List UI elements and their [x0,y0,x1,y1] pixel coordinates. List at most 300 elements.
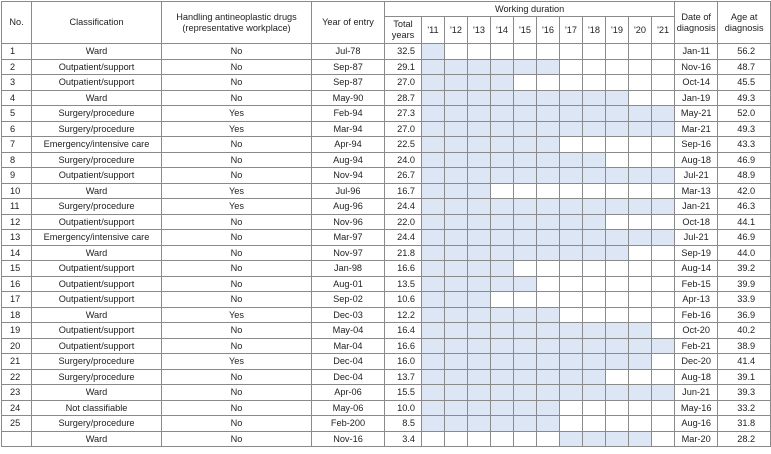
cell-total-years: 24.0 [385,152,422,168]
cell-year-worked [629,323,652,339]
cell-year-worked [445,276,468,292]
cell-year-worked [468,323,491,339]
cell-handling: No [162,416,312,432]
cell-year-worked [537,245,560,261]
cell-year-worked [491,292,514,308]
cell-total-years: 10.6 [385,292,422,308]
cell-year-worked [491,183,514,199]
cell-classification: Ward [32,385,162,401]
cell-year-worked [468,385,491,401]
cell-year-worked [537,183,560,199]
cell-age-at-diagnosis: 28.2 [718,431,771,447]
cell-year-worked [629,199,652,215]
cell-total-years: 3.4 [385,431,422,447]
cell-date-of-diagnosis: Oct-20 [675,323,718,339]
cell-year-worked [491,199,514,215]
cell-year-worked [491,400,514,416]
table-row [2,75,771,91]
cell-year-worked [491,307,514,323]
cell-year-worked [560,152,583,168]
header-date-of-diagnosis [675,2,718,44]
cell-age-at-diagnosis: 33.9 [718,292,771,308]
table-row [2,292,771,308]
header-age-line2: diagnosis [724,22,764,33]
table-row [2,385,771,401]
cell-no: 25 [2,416,32,432]
cell-year-of-entry: Apr-94 [312,137,385,153]
header-year: '13 [468,17,491,44]
cell-year-worked [514,431,537,447]
cell-year-worked [560,137,583,153]
cell-classification: Outpatient/support [32,261,162,277]
cell-year-worked [491,152,514,168]
cell-age-at-diagnosis: 49.3 [718,121,771,137]
cell-year-worked [514,59,537,75]
cell-classification: Ward [32,90,162,106]
cell-year-worked [537,400,560,416]
cell-year-worked [537,323,560,339]
cell-year-worked [468,44,491,60]
cell-year-worked [583,369,606,385]
cell-no: 9 [2,168,32,184]
cell-year-worked [606,245,629,261]
cell-year-worked [560,199,583,215]
cell-year-worked [537,385,560,401]
cell-year-worked [537,307,560,323]
cell-total-years: 28.7 [385,90,422,106]
diagnosis-table [1,1,771,447]
cell-year-worked [629,137,652,153]
table-row [2,230,771,246]
cell-year-worked [629,214,652,230]
cell-year-worked [560,168,583,184]
cell-year-of-entry: May-06 [312,400,385,416]
table-row [2,354,771,370]
cell-date-of-diagnosis: Mar-21 [675,121,718,137]
cell-year-worked [468,261,491,277]
cell-age-at-diagnosis: 40.2 [718,323,771,339]
cell-year-of-entry: Sep-87 [312,75,385,91]
cell-year-worked [537,230,560,246]
cell-total-years: 27.0 [385,75,422,91]
cell-date-of-diagnosis: Jun-21 [675,385,718,401]
cell-year-worked [422,261,445,277]
cell-handling: No [162,59,312,75]
cell-year-worked [583,90,606,106]
cell-year-worked [606,152,629,168]
cell-classification: Ward [32,245,162,261]
cell-year-worked [468,230,491,246]
cell-year-worked [560,354,583,370]
cell-year-worked [560,416,583,432]
cell-year-worked [560,292,583,308]
cell-handling: No [162,137,312,153]
cell-no: 14 [2,245,32,261]
cell-year-worked [422,369,445,385]
cell-year-worked [514,307,537,323]
cell-no: 1 [2,44,32,60]
cell-year-worked [629,183,652,199]
cell-no: 6 [2,121,32,137]
cell-date-of-diagnosis: Dec-20 [675,354,718,370]
header-handling-line2: (representative workplace) [182,22,291,33]
table-row [2,90,771,106]
cell-year-worked [583,230,606,246]
cell-year-worked [468,307,491,323]
cell-classification: Surgery/procedure [32,106,162,122]
cell-total-years: 13.5 [385,276,422,292]
cell-year-worked [652,75,675,91]
header-handling [162,2,312,44]
cell-year-worked [445,400,468,416]
cell-year-worked [652,214,675,230]
cell-year-worked [629,261,652,277]
cell-year-worked [652,121,675,137]
cell-year-worked [629,416,652,432]
cell-year-worked [514,323,537,339]
cell-year-worked [422,106,445,122]
cell-year-worked [652,183,675,199]
table-row [2,152,771,168]
cell-year-worked [629,59,652,75]
cell-year-worked [445,385,468,401]
cell-age-at-diagnosis: 44.1 [718,214,771,230]
cell-total-years: 24.4 [385,199,422,215]
table-row [2,106,771,122]
cell-no: 4 [2,90,32,106]
cell-year-worked [652,369,675,385]
header-date-line1: Date of [681,11,711,22]
cell-year-worked [606,276,629,292]
header-date-line2: diagnosis [676,22,716,33]
cell-year-worked [468,292,491,308]
header-age-line1: Age at [730,11,758,22]
cell-year-worked [606,90,629,106]
cell-year-worked [491,276,514,292]
cell-handling: No [162,168,312,184]
cell-year-worked [652,261,675,277]
cell-handling: No [162,431,312,447]
header-classification: Classification [32,2,162,44]
cell-year-worked [583,152,606,168]
cell-year-worked [629,168,652,184]
cell-total-years: 16.6 [385,338,422,354]
cell-year-of-entry: Sep-02 [312,292,385,308]
cell-year-worked [445,431,468,447]
cell-classification: Surgery/procedure [32,121,162,137]
cell-year-worked [422,307,445,323]
cell-year-worked [560,44,583,60]
cell-year-of-entry: Nov-16 [312,431,385,447]
cell-year-worked [560,121,583,137]
header-year: '16 [537,17,560,44]
cell-year-worked [445,137,468,153]
cell-year-worked [491,416,514,432]
cell-year-worked [422,276,445,292]
cell-year-worked [583,245,606,261]
cell-year-worked [652,199,675,215]
cell-date-of-diagnosis: Jan-19 [675,90,718,106]
table-row [2,323,771,339]
cell-year-worked [606,75,629,91]
cell-year-worked [514,230,537,246]
cell-year-worked [422,121,445,137]
cell-year-worked [652,168,675,184]
cell-no: 8 [2,152,32,168]
cell-year-worked [629,431,652,447]
cell-year-worked [537,354,560,370]
table-row [2,369,771,385]
cell-year-worked [537,44,560,60]
cell-handling: No [162,276,312,292]
cell-age-at-diagnosis: 39.2 [718,261,771,277]
cell-year-worked [560,214,583,230]
cell-year-worked [537,75,560,91]
cell-no: 11 [2,199,32,215]
cell-year-worked [514,121,537,137]
cell-date-of-diagnosis: Apr-13 [675,292,718,308]
cell-year-worked [445,183,468,199]
cell-year-worked [606,292,629,308]
cell-year-worked [583,137,606,153]
cell-handling: No [162,385,312,401]
cell-year-worked [468,121,491,137]
cell-year-worked [514,214,537,230]
cell-year-of-entry: Mar-04 [312,338,385,354]
table-row [2,245,771,261]
cell-year-worked [468,90,491,106]
cell-year-worked [514,385,537,401]
cell-year-worked [468,369,491,385]
cell-year-worked [606,59,629,75]
cell-date-of-diagnosis: Aug-16 [675,416,718,432]
cell-year-worked [422,137,445,153]
cell-year-worked [606,121,629,137]
cell-year-of-entry: Dec-04 [312,369,385,385]
cell-year-worked [606,44,629,60]
cell-year-worked [606,214,629,230]
cell-classification: Surgery/procedure [32,199,162,215]
cell-year-worked [514,261,537,277]
cell-year-worked [537,276,560,292]
cell-year-worked [583,199,606,215]
cell-year-worked [629,75,652,91]
cell-year-worked [606,431,629,447]
cell-year-worked [445,416,468,432]
cell-year-worked [514,152,537,168]
cell-year-worked [491,90,514,106]
cell-year-worked [468,276,491,292]
cell-year-worked [537,137,560,153]
cell-year-worked [491,121,514,137]
cell-no: 3 [2,75,32,91]
cell-year-worked [583,106,606,122]
cell-total-years: 16.7 [385,183,422,199]
cell-year-of-entry: Jan-98 [312,261,385,277]
cell-year-worked [629,276,652,292]
cell-no: 12 [2,214,32,230]
cell-classification: Emergency/intensive care [32,137,162,153]
cell-year-worked [560,385,583,401]
cell-total-years: 26.7 [385,168,422,184]
cell-year-worked [537,292,560,308]
cell-year-worked [468,431,491,447]
cell-year-worked [629,90,652,106]
header-year: '11 [422,17,445,44]
header-total-years [385,17,422,44]
cell-handling: No [162,400,312,416]
cell-handling: No [162,369,312,385]
cell-year-worked [583,292,606,308]
cell-year-worked [468,137,491,153]
cell-year-of-entry: Jul-96 [312,183,385,199]
table-row [2,168,771,184]
cell-year-worked [445,106,468,122]
cell-total-years: 29.1 [385,59,422,75]
cell-date-of-diagnosis: Sep-19 [675,245,718,261]
cell-year-worked [652,106,675,122]
cell-year-worked [514,292,537,308]
cell-total-years: 12.2 [385,307,422,323]
cell-year-worked [468,183,491,199]
cell-year-of-entry: Nov-97 [312,245,385,261]
cell-year-worked [537,261,560,277]
cell-year-worked [445,44,468,60]
cell-age-at-diagnosis: 43.3 [718,137,771,153]
cell-year-worked [422,90,445,106]
cell-age-at-diagnosis: 39.3 [718,385,771,401]
cell-year-worked [445,199,468,215]
cell-year-worked [560,183,583,199]
cell-handling: Yes [162,307,312,323]
cell-age-at-diagnosis: 45.5 [718,75,771,91]
cell-date-of-diagnosis: Feb-21 [675,338,718,354]
cell-age-at-diagnosis: 42.0 [718,183,771,199]
cell-no: 2 [2,59,32,75]
cell-year-worked [445,121,468,137]
cell-year-of-entry: Feb-94 [312,106,385,122]
cell-year-worked [652,307,675,323]
cell-year-worked [491,261,514,277]
cell-year-worked [583,400,606,416]
cell-age-at-diagnosis: 48.9 [718,168,771,184]
cell-year-worked [491,137,514,153]
cell-classification: Outpatient/support [32,276,162,292]
cell-total-years: 32.5 [385,44,422,60]
cell-date-of-diagnosis: Oct-14 [675,75,718,91]
cell-age-at-diagnosis: 56.2 [718,44,771,60]
cell-no: 17 [2,292,32,308]
cell-year-of-entry: Dec-03 [312,307,385,323]
cell-year-of-entry: May-90 [312,90,385,106]
cell-year-worked [468,168,491,184]
cell-classification: Ward [32,307,162,323]
header-year-of-entry: Year of entry [312,2,385,44]
cell-handling: Yes [162,183,312,199]
cell-classification: Outpatient/support [32,323,162,339]
cell-year-worked [537,168,560,184]
cell-year-worked [491,75,514,91]
cell-total-years: 16.6 [385,261,422,277]
cell-year-worked [606,307,629,323]
cell-year-worked [583,431,606,447]
header-total-line1: Total [393,19,413,29]
cell-handling: No [162,230,312,246]
cell-year-worked [514,354,537,370]
cell-total-years: 16.0 [385,354,422,370]
cell-total-years: 8.5 [385,416,422,432]
cell-date-of-diagnosis: Jul-21 [675,168,718,184]
cell-no: 24 [2,400,32,416]
cell-year-of-entry: Nov-94 [312,168,385,184]
table-row [2,276,771,292]
cell-classification: Outpatient/support [32,338,162,354]
cell-year-worked [491,245,514,261]
cell-year-worked [422,168,445,184]
cell-year-worked [445,369,468,385]
cell-year-worked [583,261,606,277]
cell-date-of-diagnosis: Aug-18 [675,369,718,385]
cell-year-worked [537,214,560,230]
cell-year-worked [629,152,652,168]
cell-year-of-entry: Jul-78 [312,44,385,60]
cell-year-worked [537,338,560,354]
cell-no [2,431,32,447]
cell-no: 23 [2,385,32,401]
header-working-duration: Working duration [385,2,675,17]
cell-year-worked [422,59,445,75]
cell-year-worked [652,385,675,401]
cell-year-worked [652,44,675,60]
cell-handling: No [162,44,312,60]
cell-year-worked [537,59,560,75]
cell-year-worked [583,307,606,323]
cell-date-of-diagnosis: May-21 [675,106,718,122]
cell-year-worked [537,90,560,106]
cell-date-of-diagnosis: Nov-16 [675,59,718,75]
cell-date-of-diagnosis: Aug-14 [675,261,718,277]
cell-year-worked [560,75,583,91]
cell-year-worked [445,152,468,168]
cell-total-years: 21.8 [385,245,422,261]
cell-year-worked [445,59,468,75]
cell-year-worked [422,230,445,246]
cell-year-worked [491,230,514,246]
cell-year-worked [491,168,514,184]
cell-year-worked [606,137,629,153]
cell-year-of-entry: Dec-04 [312,354,385,370]
cell-year-worked [652,245,675,261]
cell-year-of-entry: Mar-94 [312,121,385,137]
cell-handling: Yes [162,199,312,215]
cell-no: 7 [2,137,32,153]
cell-year-worked [491,59,514,75]
cell-year-worked [583,338,606,354]
header-year: '20 [629,17,652,44]
cell-year-worked [606,385,629,401]
cell-year-worked [445,168,468,184]
cell-year-worked [652,354,675,370]
cell-age-at-diagnosis: 46.3 [718,199,771,215]
cell-age-at-diagnosis: 36.9 [718,307,771,323]
cell-year-worked [629,230,652,246]
cell-year-worked [537,416,560,432]
cell-year-worked [445,261,468,277]
table-row [2,261,771,277]
cell-year-worked [560,245,583,261]
cell-year-worked [629,307,652,323]
cell-total-years: 13.7 [385,369,422,385]
